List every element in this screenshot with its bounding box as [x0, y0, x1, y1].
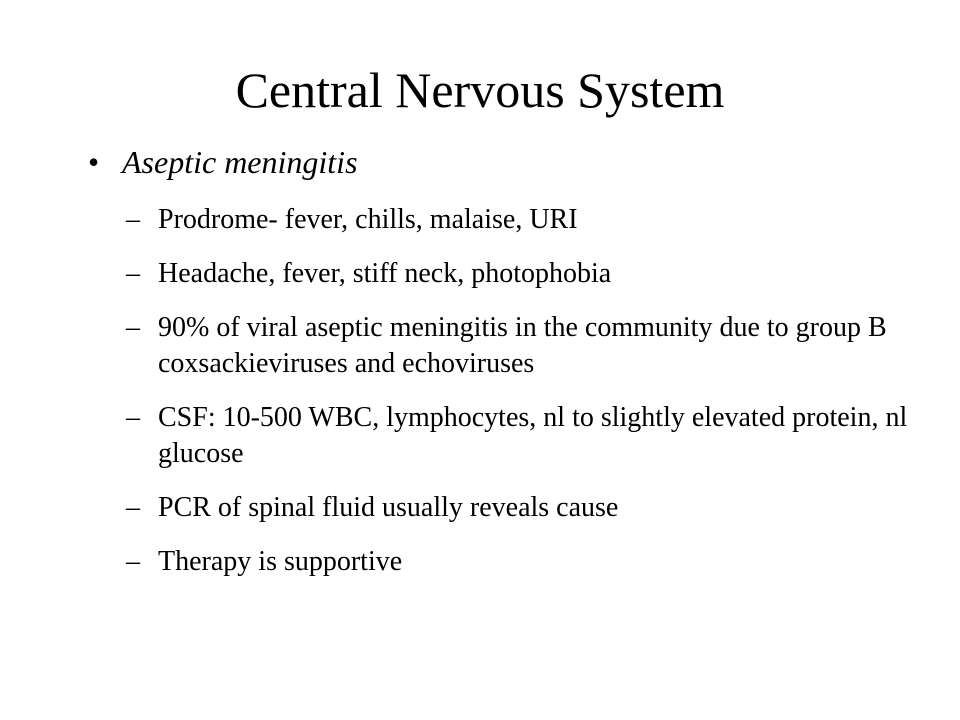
bullet-marker: • [88, 144, 100, 180]
sub-bullet-text: Prodrome- fever, chills, malaise, URI [158, 204, 578, 235]
sub-bullet-text: PCR of spinal fluid usually reveals cause [158, 492, 619, 523]
dash-marker: – [126, 492, 140, 523]
bullet-text: Aseptic meningitis [122, 144, 358, 180]
bullet-aseptic-meningitis [88, 140, 358, 184]
dash-marker: – [126, 258, 140, 289]
dash-marker: – [126, 312, 140, 343]
sub-bullet-viral-causes [126, 310, 946, 382]
sub-bullet-pcr [126, 490, 946, 526]
slide-title: Central Nervous System [235, 62, 725, 118]
dash-marker: – [126, 546, 140, 577]
sub-bullet-csf [126, 400, 946, 472]
sub-bullet-text: Therapy is supportive [158, 546, 403, 577]
sub-bullet-text: 90% of viral aseptic meningitis in the community due to group B coxsackieviruses and echoviruses [158, 312, 887, 379]
sub-bullet-headache [126, 256, 946, 292]
sub-bullet-text: CSF: 10-500 WBC, lymphocytes, nl to slightly elevated protein, nl glucose [158, 402, 908, 469]
dash-marker: – [126, 204, 140, 235]
dash-marker: – [126, 402, 140, 433]
sub-bullet-prodrome [126, 202, 946, 238]
sub-bullet-therapy [126, 544, 946, 580]
sub-bullet-text: Headache, fever, stiff neck, photophobia [158, 258, 612, 289]
sub-bullet-list [126, 202, 946, 598]
